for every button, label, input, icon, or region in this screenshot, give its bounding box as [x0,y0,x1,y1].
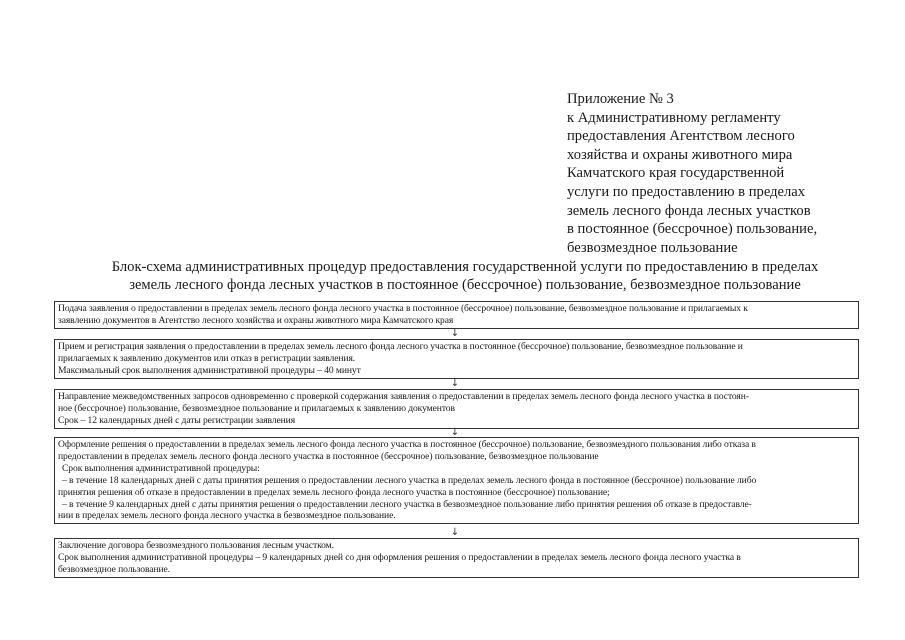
down-arrow-icon: ↓ [450,527,460,538]
appendix-line: Камчатского края государственной [567,165,785,182]
step-5-box [54,538,859,578]
step-3-line: ное (бессрочное) пользование, безвозмездное пользование и прилагаемых к заявлению документов [58,402,455,414]
step-4-line: – в течение 9 календарных дней с даты принятия решения о предоставлении лесного участка в безвозмездное пользование либо принятия решения об отказе в предоставле- [62,498,752,510]
step-3-box [54,389,859,429]
step-5-line: Заключение договора безвозмездного пользования лесным участком. [58,540,334,551]
appendix-header [567,90,867,257]
appendix-line: услуги по предоставлению в пределах [567,183,806,200]
step-4-line: нии в пределах земель лесного фонда лесного участка в безвозмездное пользование. [58,510,396,522]
step-4-box [54,437,859,524]
down-arrow-icon: ↓ [450,328,460,339]
step-1-box [54,301,859,329]
flowchart-title [40,258,890,294]
step-3-line: Срок – 12 календарных дней с даты регистрации заявления [58,414,296,426]
down-arrow-icon: ↓ [450,378,460,389]
step-5-line: Срок выполнения административной процедуры – 9 календарных дней со дня оформления решения о предоставлении в пределах земель лесного фонда лесного участка в [58,551,741,563]
step-1-line: заявлению документов в Агентство лесного хозяйства и охраны животного мира Камчатского края [58,314,454,326]
appendix-line: к Административному регламенту [567,109,781,126]
step-4-line: Оформление решения о предоставлении в пределах земель лесного фонда лесного участка в постоянное (бессрочное) пользование, безвозмездного пользования либо отказа в [58,439,756,450]
step-4-line: Срок выполнения административной процедуры: [62,462,260,474]
appendix-line: хозяйства и охраны животного мира [567,146,793,163]
step-4-line: – в течение 18 календарных дней с даты принятия решения о предоставлении лесного участка в пределах земель лесного фонда в постоянное (бессрочное) пользование либо [62,474,757,486]
step-2-line: Максимальный срок выполнения административной процедуры – 40 минут [58,364,361,376]
step-4-line: предоставлении в пределах земель лесного фонда лесного участка в постоянное (бессрочное) пользование, безвозмездное пользование [58,450,599,462]
step-2-line: прилагаемых к заявлению документов или отказ в регистрации заявления. [58,352,356,364]
down-arrow-icon: ↓ [450,427,460,438]
step-5-line: безвозмездное пользование. [58,563,170,575]
appendix-line: безвозмездное пользование [567,239,738,256]
appendix-line: земель лесного фонда лесных участков [567,202,811,219]
title-line-1: Блок-схема административных процедур предоставления государственной услуги по предоставлению в пределах [111,259,819,275]
appendix-line: Приложение № 3 [567,91,674,107]
step-4-line: принятия решения об отказе в предоставлении в пределах земель лесного фонда лесного участка в постоянное (бессрочное) пользование; [58,486,610,498]
step-2-line: Прием и регистрация заявления о предоставлении в пределах земель лесного фонда лесного участка в постоянное (бессрочное) пользование, безвозмездное пользование и [58,341,743,352]
step-2-box [54,339,859,379]
step-3-line: Направление межведомственных запросов одновременно с проверкой содержания заявления о предоставлении в пределах земель лесного фонда лесного участка в постоян- [58,391,749,402]
appendix-line: предоставления Агентством лесного [567,128,795,145]
step-1-line: Подача заявления о предоставлении в пределах земель лесного фонда лесного участка в постоянное (бессрочное) пользование, безвозмездное пользование и прилагаемых к [58,303,748,314]
title-line-2: земель лесного фонда лесных участков в постоянное (бессрочное) пользование, безвозмездное пользование [129,277,801,293]
appendix-line: в постоянное (бессрочное) пользование, [567,221,818,238]
